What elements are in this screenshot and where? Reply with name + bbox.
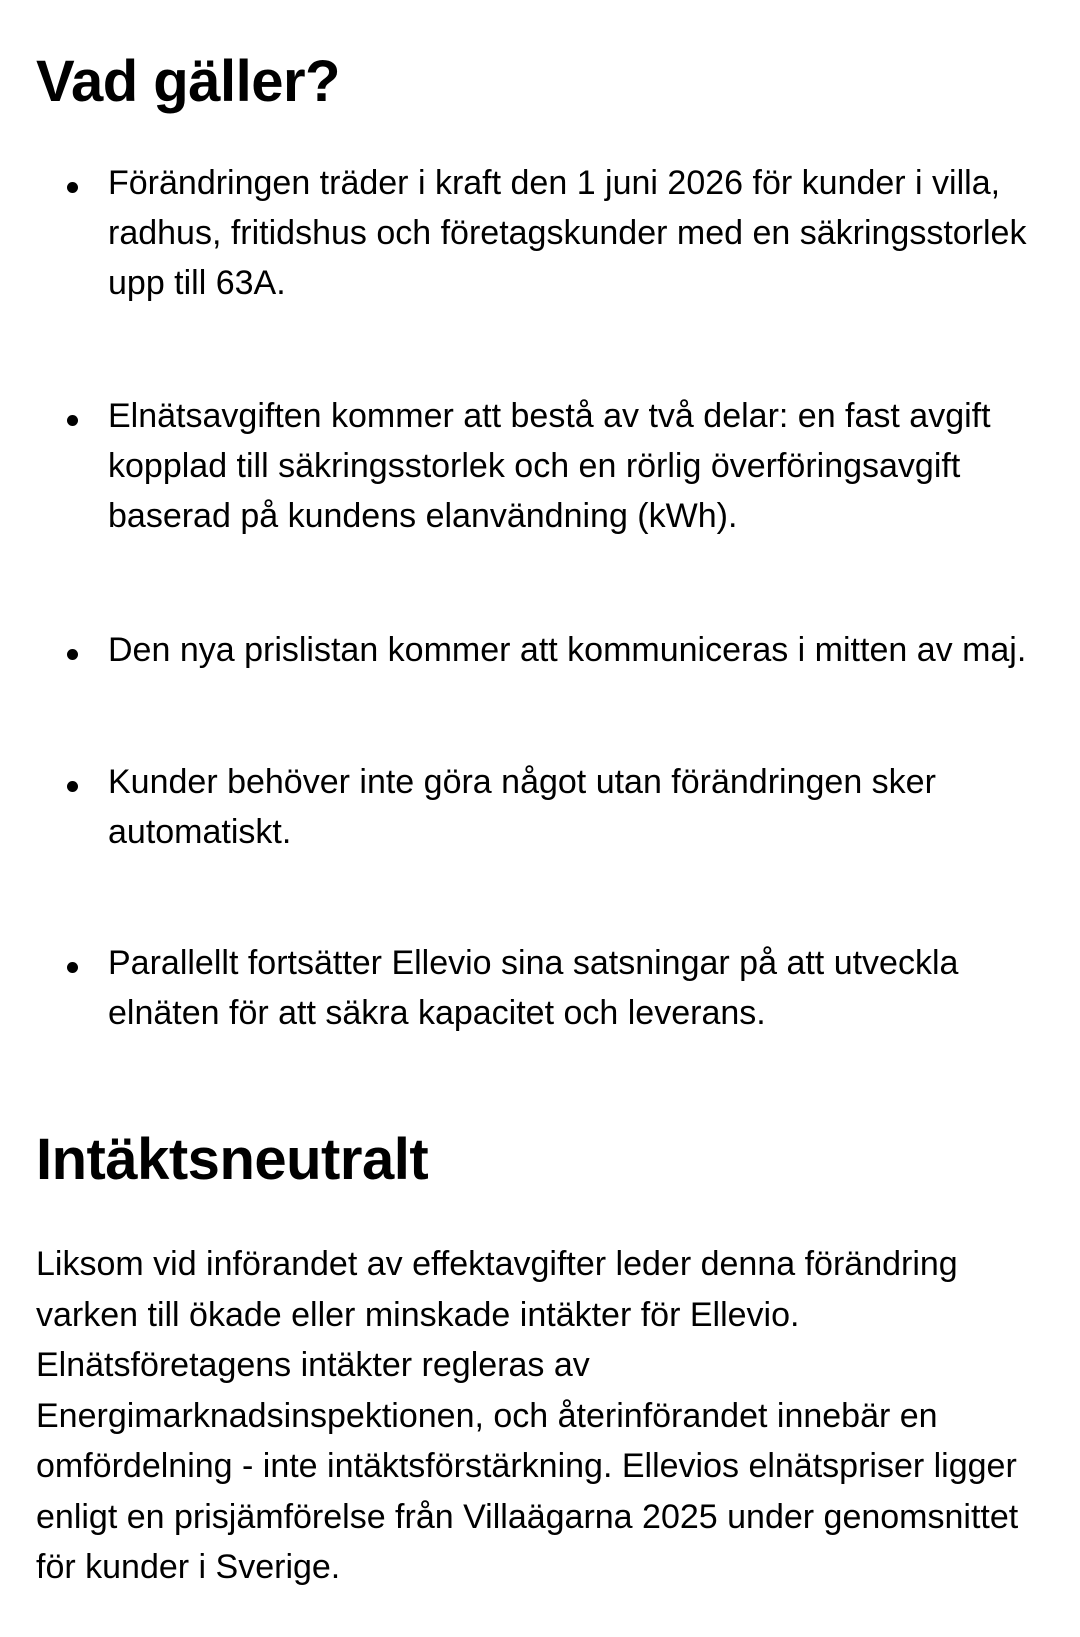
bullet-icon — [67, 415, 78, 426]
body-paragraph: Liksom vid införandet av effektavgifter leder denna förändring varken till ökade eller minskade intäkter för Ellevio. Elnätsföretagens intäkter regleras av Energimarknadsinspektionen, och återinförandet innebär en omfördelning - inte intäktsförstärkning. Ellevios elnätspriser ligger enligt en prisjämförelse från Villaägarna 2025 under genomsnittet för kunder i Sverige. — [36, 1245, 1019, 1586]
list-item-text: Elnätsavgiften kommer att bestå av två delar: en fast avgift kopplad till säkringsstorlek och en rörlig överföringsavgift baserad på kundens elanvändning (kWh). — [108, 397, 991, 535]
bullet-icon — [67, 962, 78, 973]
list-item-text: Kunder behöver inte göra något utan förändringen sker automatiskt. — [108, 763, 936, 851]
section-heading-vad-galler: Vad gäller? — [36, 49, 340, 114]
bullet-icon — [67, 182, 78, 193]
list-item-text: Parallellt fortsätter Ellevio sina satsningar på att utveckla elnäten för att säkra kapacitet och leverans. — [108, 944, 959, 1032]
bullet-icon — [67, 781, 78, 792]
list-item-text: Den nya prislistan kommer att kommuniceras i mitten av maj. — [108, 631, 1027, 669]
bullet-icon — [67, 649, 78, 660]
list-item-text: Förändringen träder i kraft den 1 juni 2026 för kunder i villa, radhus, fritidshus och företagskunder med en säkringsstorlek upp till 63A. — [108, 164, 1027, 302]
section-heading-intaktsneutralt: Intäktsneutralt — [36, 1127, 429, 1192]
